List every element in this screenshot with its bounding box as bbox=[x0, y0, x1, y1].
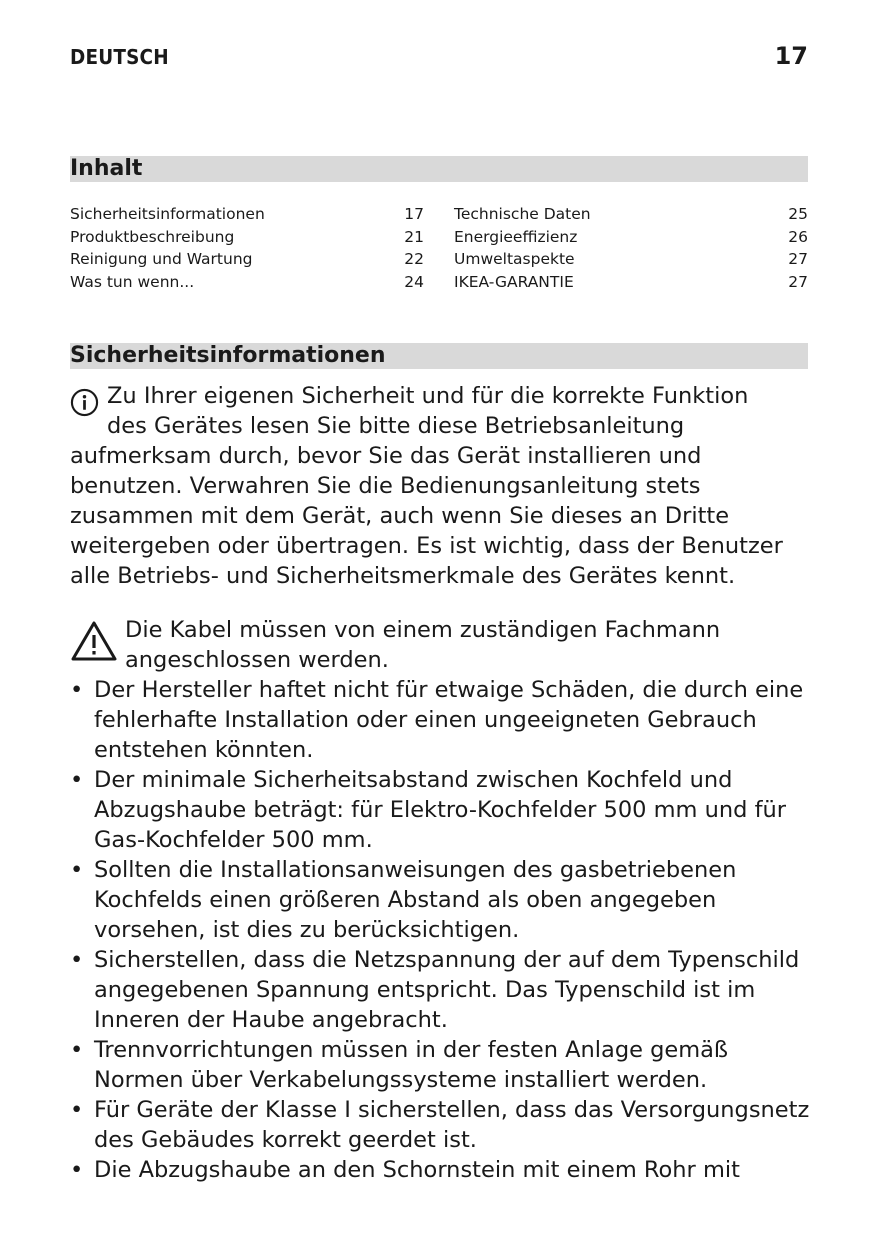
info-icon bbox=[70, 388, 99, 417]
safety-intro bbox=[70, 381, 810, 591]
warning-line-2: angeschlossen werden. bbox=[125, 647, 389, 673]
cable-warning bbox=[70, 615, 810, 675]
toc-entry[interactable] bbox=[70, 248, 424, 271]
list-item bbox=[70, 1155, 810, 1185]
bullet-icon: • bbox=[70, 1157, 84, 1183]
toc-entry-label: Technische Daten bbox=[454, 205, 591, 223]
safety-heading: Sicherheitsinformationen bbox=[70, 343, 808, 369]
language-label: DEUTSCH bbox=[70, 45, 169, 69]
warning-triangle-icon bbox=[70, 620, 118, 662]
toc-entry-page: 17 bbox=[404, 205, 424, 223]
list-item-text: Der Hersteller haftet nicht für etwaige Schäden, die durch eine fehlerhafte Installation oder einen ungeeigneten Gebrauch entstehen könnten. bbox=[94, 677, 804, 763]
list-item-text: Sollten die Installationsanweisungen des gasbetriebenen Kochfelds einen größeren Abstand als oben angegeben vorsehen, ist dies zu berücksichtigen. bbox=[94, 857, 737, 943]
safety-bullet-list bbox=[70, 675, 810, 1185]
bullet-icon: • bbox=[70, 767, 84, 793]
page-number: 17 bbox=[774, 42, 808, 70]
list-item-text: Sicherstellen, dass die Netzspannung der auf dem Typenschild angegebenen Spannung entspricht. Das Typenschild ist im Inneren der Haube angebracht. bbox=[94, 947, 800, 1033]
toc-entry-page: 27 bbox=[788, 272, 808, 291]
list-item-text: Die Abzugshaube an den Schornstein mit einem Rohr mit bbox=[94, 1157, 740, 1183]
list-item-text: Der minimale Sicherheitsabstand zwischen Kochfeld und Abzugshaube beträgt: für Elektro-Kochfelder 500 mm und für Gas-Kochfelder 500 mm. bbox=[94, 767, 787, 853]
toc-entry-label: Sicherheitsinformationen bbox=[70, 205, 265, 223]
toc-entry-label: Umweltaspekte bbox=[454, 250, 575, 268]
list-item-text: Für Geräte der Klasse I sicherstellen, dass das Versorgungsnetz des Gebäudes korrekt geerdet ist. bbox=[94, 1097, 810, 1153]
page-header bbox=[70, 42, 808, 70]
intro-line-2: des Gerätes lesen Sie bitte diese Betriebsanleitung bbox=[107, 413, 685, 439]
toc-entry-page: 22 bbox=[404, 250, 424, 268]
toc-entry-label: IKEA-GARANTIE bbox=[454, 272, 574, 291]
intro-line-1: Zu Ihrer eigenen Sicherheit und für die korrekte Funktion bbox=[107, 383, 749, 409]
bullet-icon: • bbox=[70, 947, 84, 973]
toc-column-right bbox=[454, 203, 808, 293]
bullet-icon: • bbox=[70, 1037, 84, 1063]
toc-column-left bbox=[70, 203, 424, 293]
toc-entry[interactable] bbox=[454, 203, 808, 226]
list-item bbox=[70, 1035, 810, 1095]
list-item bbox=[70, 765, 810, 855]
toc-entry-page: 21 bbox=[404, 227, 424, 246]
toc-entry-label: Energieeffizienz bbox=[454, 227, 578, 246]
list-item bbox=[70, 945, 810, 1035]
bullet-icon: • bbox=[70, 857, 84, 883]
intro-paragraph: aufmerksam durch, bevor Sie das Gerät installieren und benutzen. Verwahren Sie die Bedienungsanleitung stets zusammen mit dem Gerät, auch wenn Sie dieses an Dritte weitergeben oder übertragen. Es ist wichtig, dass der Benutzer alle Betriebs- und Sicherheitsmerkmale des Gerätes kennt. bbox=[70, 443, 783, 589]
toc-entry-page: 25 bbox=[788, 205, 808, 223]
list-item-text: Trennvorrichtungen müssen in der festen Anlage gemäß Normen über Verkabelungssysteme installiert werden. bbox=[94, 1037, 729, 1093]
list-item bbox=[70, 855, 810, 945]
list-item bbox=[70, 1095, 810, 1155]
toc-entry-page: 27 bbox=[788, 250, 808, 268]
toc-entry-label: Produktbeschreibung bbox=[70, 227, 235, 246]
toc-heading: Inhalt bbox=[70, 156, 808, 182]
toc-entry[interactable] bbox=[70, 271, 424, 294]
toc-entry[interactable] bbox=[454, 271, 808, 294]
bullet-icon: • bbox=[70, 1097, 84, 1123]
toc-entry-label: Was tun wenn... bbox=[70, 272, 195, 291]
toc-entry-page: 24 bbox=[404, 272, 424, 291]
toc-entry-label: Reinigung und Wartung bbox=[70, 250, 253, 268]
toc-entry[interactable] bbox=[70, 226, 424, 249]
toc-entry-page: 26 bbox=[788, 227, 808, 246]
toc-entry[interactable] bbox=[70, 203, 424, 226]
list-item bbox=[70, 675, 810, 765]
bullet-icon: • bbox=[70, 677, 84, 703]
toc-entry[interactable] bbox=[454, 248, 808, 271]
toc-entry[interactable] bbox=[454, 226, 808, 249]
warning-line-1: Die Kabel müssen von einem zuständigen Fachmann bbox=[125, 617, 721, 643]
